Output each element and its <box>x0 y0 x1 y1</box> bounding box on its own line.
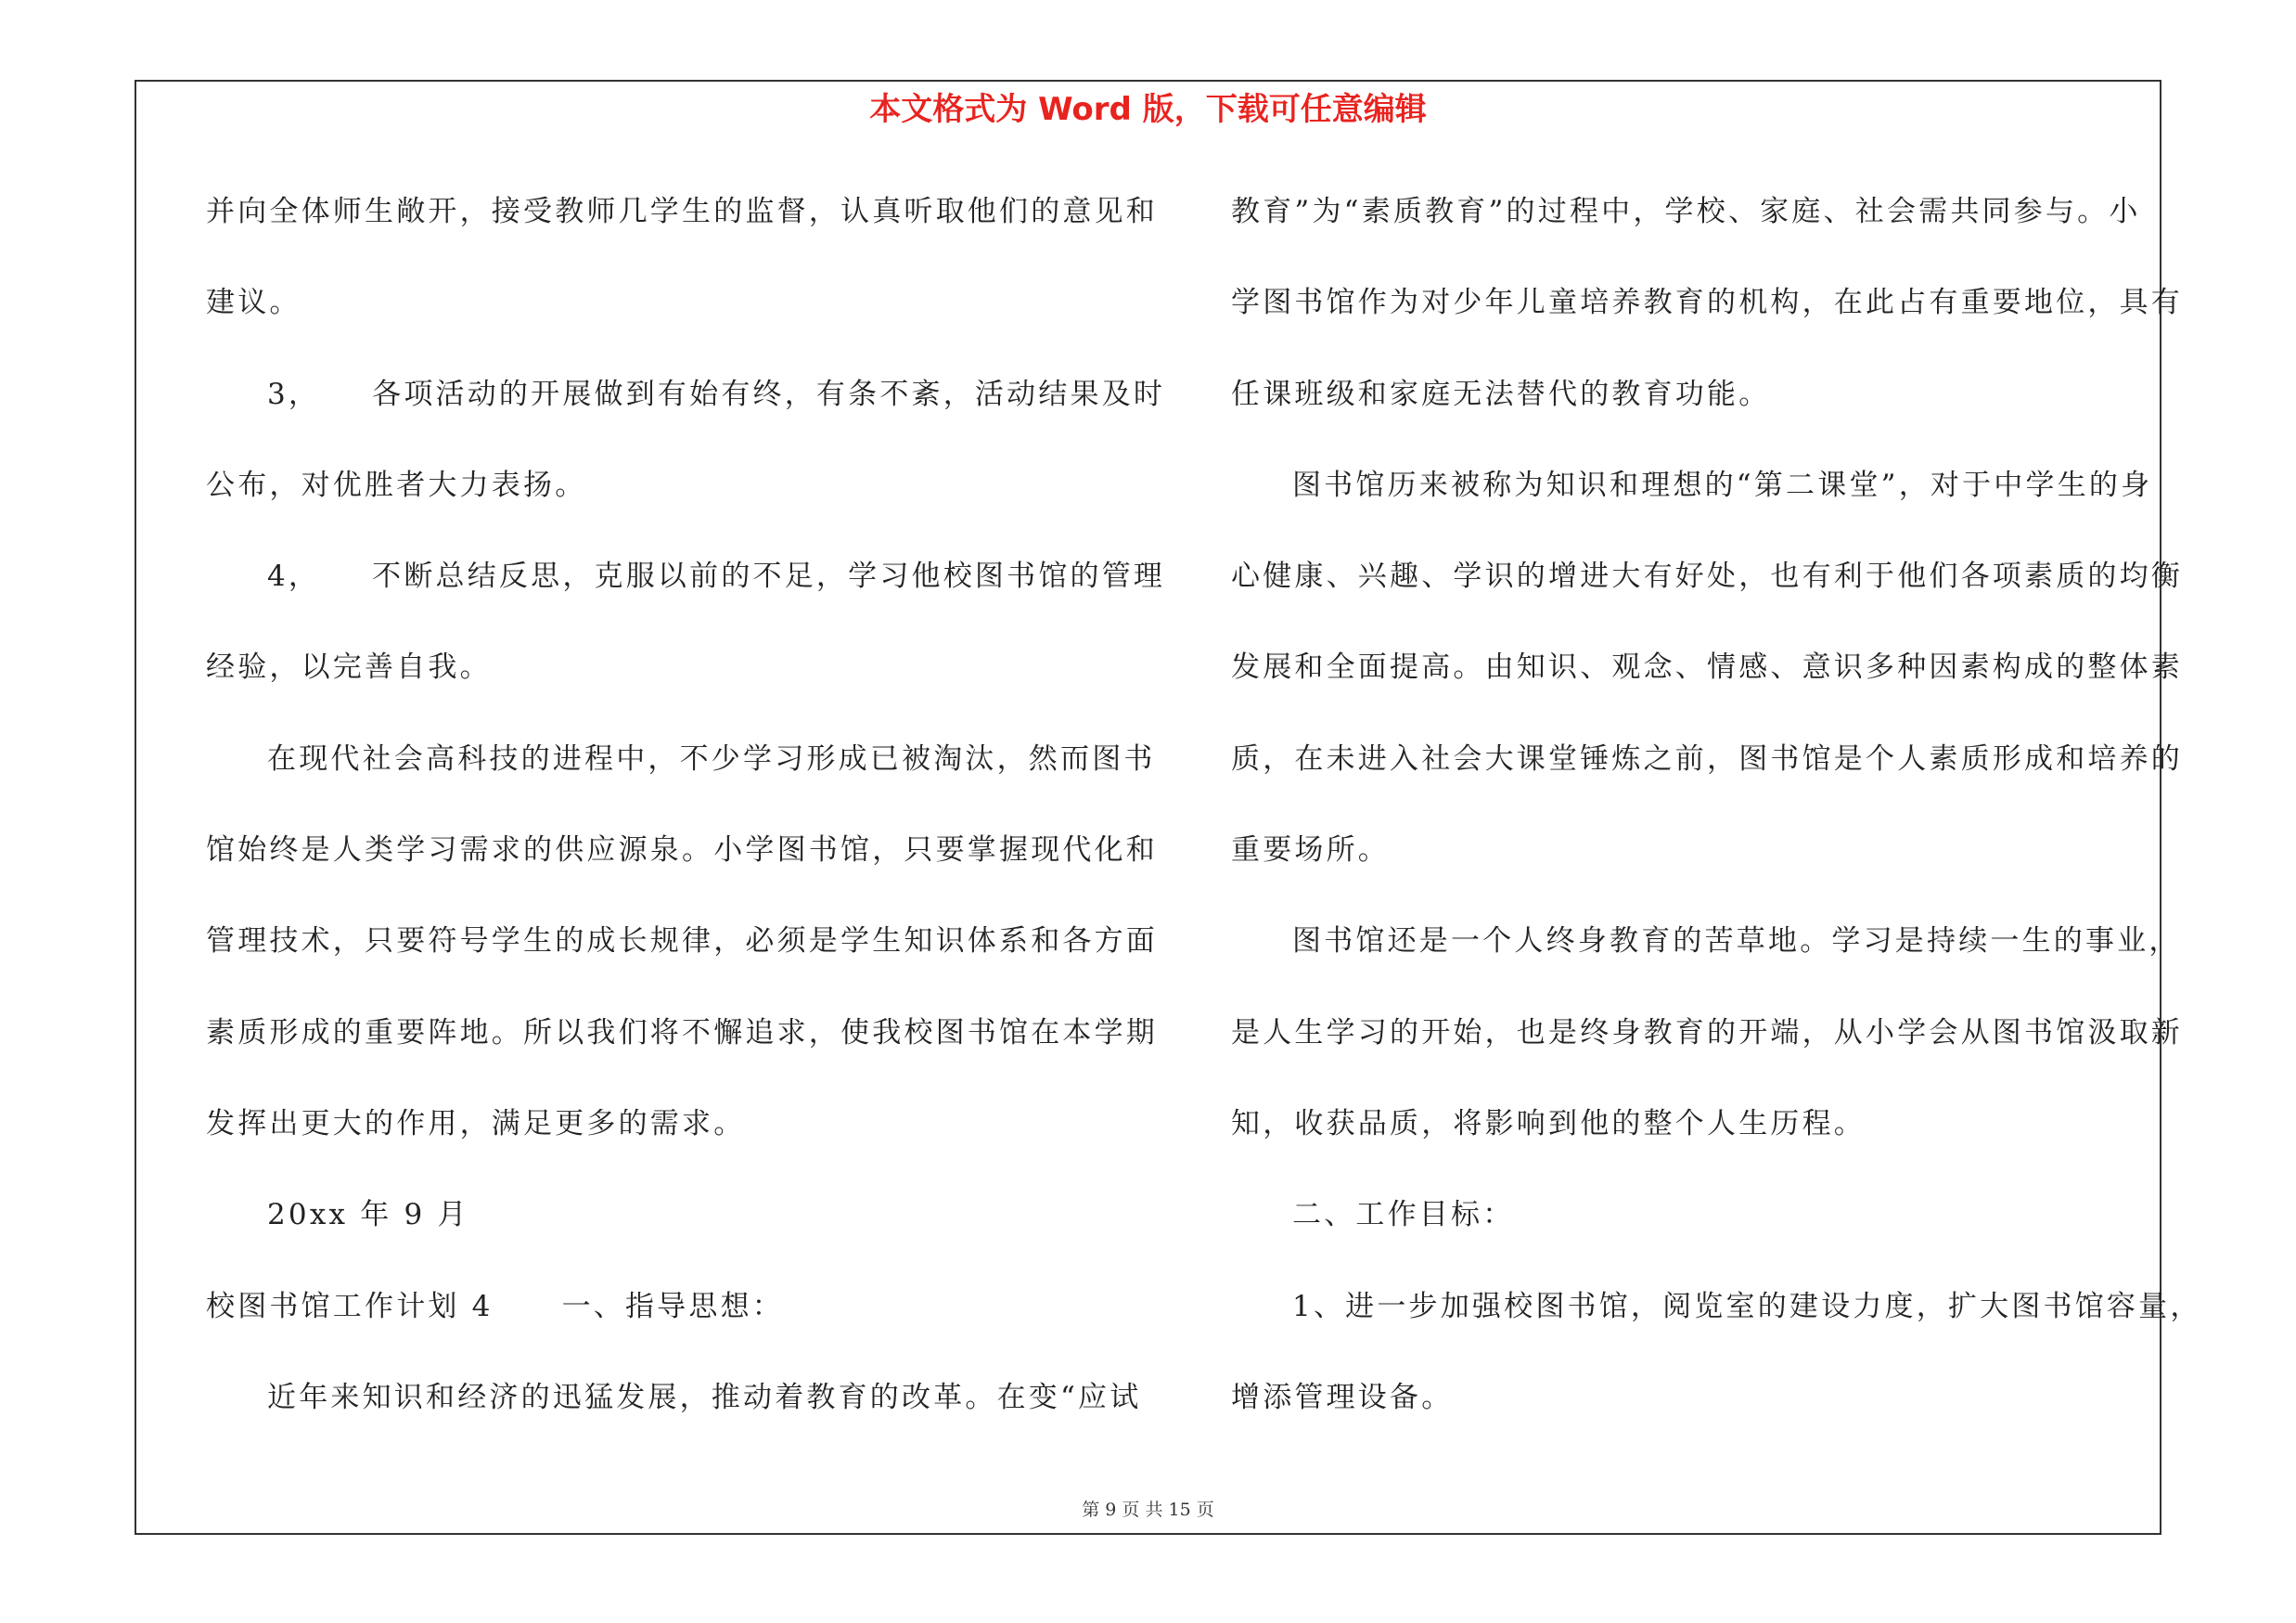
text-line: 发挥出更大的作用，满足更多的需求。 <box>206 1106 746 1140</box>
text-line: 管理技术，只要符号学生的成长规律，必须是学生知识体系和各方面 <box>206 924 1158 959</box>
right-column <box>1231 184 2202 1461</box>
text-line: 质，在未进入社会大课堂锤炼之前，图书馆是个人素质形成和培养的 <box>1231 741 2183 776</box>
list-item-4 <box>206 548 1166 639</box>
plan-title: 校图书馆工作计划 4 <box>206 1289 494 1323</box>
text-line: 任课班级和家庭无法替代的教育功能。 <box>1231 377 1771 411</box>
page-number: 第 9 页 共 15 页 <box>1082 1500 1214 1520</box>
text-line: 增添管理设备。 <box>1231 1380 1454 1414</box>
list-text: 不断总结反思，克服以前的不足，学习他校图书馆的管理 <box>372 560 1166 594</box>
text-line: 学图书馆作为对少年儿童培养教育的机构，在此占有重要地位，具有 <box>1231 286 2183 320</box>
text-line: 并向全体师生敞开，接受教师几学生的监督，认真听取他们的意见和 <box>206 195 1158 228</box>
text-line: 是人生学习的开始，也是终身教育的开端，从小学会从图书馆汲取新 <box>1231 1015 2183 1050</box>
section-heading: 二、工作目标： <box>1292 1198 1515 1232</box>
section-title: 一、指导思想： <box>561 1289 784 1323</box>
text-line: 经验，以完善自我。 <box>206 650 492 685</box>
paragraph-start: 在现代社会高科技的进程中，不少学习形成已被淘汰，然而图书 <box>267 741 1156 776</box>
text-line: 馆始终是人类学习需求的供应源泉。小学图书馆，只要掌握现代化和 <box>206 833 1158 868</box>
format-banner: 本文格式为 Word 版，下载可任意编辑 <box>869 91 1427 128</box>
list-number: 4， <box>267 560 321 594</box>
text-line: 建议。 <box>206 286 301 320</box>
paragraph-start: 1、进一步加强校图书馆，阅览室的建设力度，扩大图书馆容量， <box>1292 1289 2202 1323</box>
paragraph-start: 近年来知识和经济的迅猛发展，推动着教育的改革。在变“应试 <box>267 1380 1142 1414</box>
text-line: 发展和全面提高。由知识、观念、情感、意识多种因素构成的整体素 <box>1231 650 2183 685</box>
paragraph-start: 图书馆历来被称为知识和理想的“第二课堂”，对于中学生的身 <box>1292 468 2153 502</box>
left-column <box>206 184 1166 1461</box>
section-heading <box>206 1279 1124 1370</box>
text-line: 心健康、兴趣、学识的增进大有好处，也有利于他们各项素质的均衡 <box>1231 560 2183 594</box>
list-number: 3， <box>267 377 321 411</box>
text-line: 重要场所。 <box>1231 833 1390 868</box>
text-line: 知，收获品质，将影响到他的整个人生历程。 <box>1231 1106 1866 1140</box>
paragraph-start: 图书馆还是一个人终身教育的苦草地。学习是持续一生的事业， <box>1292 924 2181 959</box>
text-line: 素质形成的重要阵地。所以我们将不懈追求，使我校图书馆在本学期 <box>206 1015 1158 1050</box>
text-line: 教育”为“素质教育”的过程中，学校、家庭、社会需共同参与。小 <box>1231 195 2141 228</box>
list-item-3 <box>206 367 1166 457</box>
list-text: 各项活动的开展做到有始有终，有条不紊，活动结果及时 <box>372 377 1166 411</box>
text-line: 公布，对优胜者大力表扬。 <box>206 468 587 502</box>
date-line: 20xx 年 9 月 <box>267 1198 469 1232</box>
